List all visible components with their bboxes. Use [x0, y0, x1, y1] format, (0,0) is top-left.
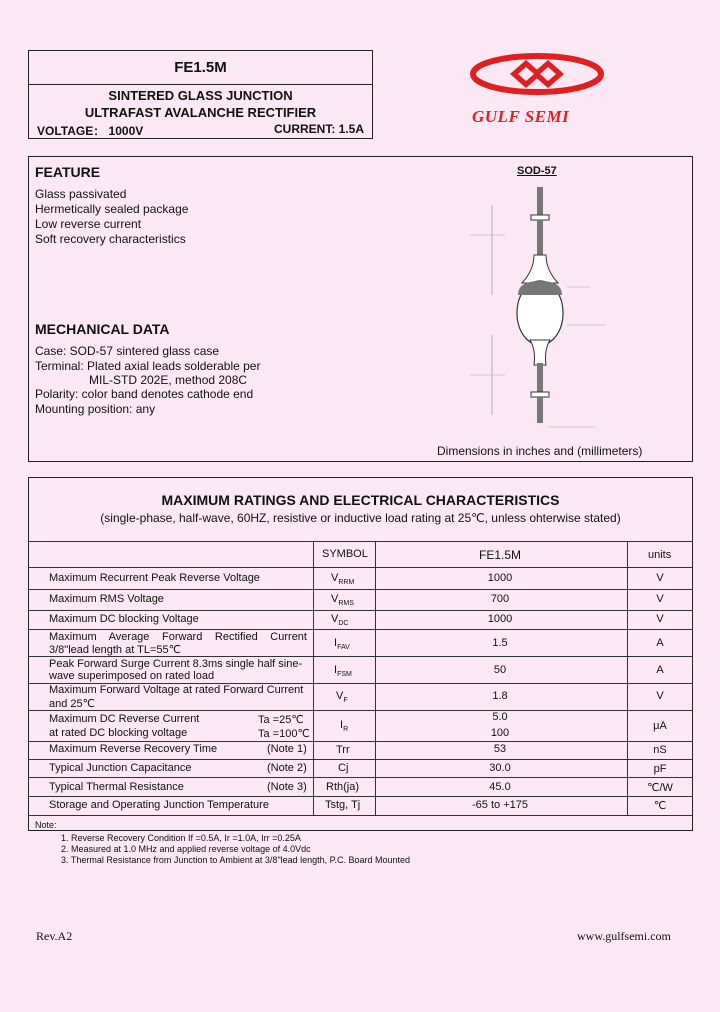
- param-value: 30.0: [489, 762, 511, 774]
- mechanical-line: Polarity: color band denotes cathode end: [35, 387, 254, 401]
- package-label: SOD-57: [517, 165, 557, 177]
- header-box: [28, 50, 373, 139]
- table-rule: [28, 777, 693, 778]
- param-condition: (Note 1): [267, 743, 307, 755]
- param-symbol: Trr: [336, 744, 350, 756]
- param-unit: ℃/W: [647, 782, 673, 794]
- param-label-cont: and 25℃: [49, 698, 95, 710]
- mechanical-line: Mounting position: any: [35, 402, 156, 416]
- table-rule: [28, 796, 693, 797]
- feature-item: Glass passivated: [35, 187, 127, 201]
- param-label-cont: at rated DC blocking voltage: [49, 727, 188, 739]
- feature-item: Soft recovery characteristics: [35, 232, 186, 246]
- param-label: Typical Junction Capacitance: [49, 762, 192, 774]
- param-value: 5.0: [492, 711, 508, 723]
- param-unit: V: [656, 613, 664, 625]
- table-rule: [375, 541, 376, 815]
- table-rule: [28, 759, 693, 760]
- param-symbol: $I_{FSM}$: [334, 664, 352, 679]
- mechanical-line: Case: SOD-57 sintered glass case: [35, 344, 220, 358]
- table-rule: [28, 541, 693, 542]
- param-symbol: $I_{FAV}$: [334, 637, 350, 652]
- param-symbol: $V_{RMS}$: [331, 593, 354, 608]
- table-rule: [28, 656, 693, 657]
- param-symbol: $I_R$: [340, 719, 349, 734]
- mechanical-line: Terminal: Plated axial leads solderable per: [35, 359, 261, 373]
- note-item: 2. Measured at 1.0 MHz and applied reverse voltage of 4.0Vdc: [61, 844, 311, 854]
- param-symbol: Rth(ja): [326, 781, 360, 793]
- param-label: Maximum Recurrent Peak Reverse Voltage: [49, 572, 260, 584]
- param-value: 1.8: [492, 690, 508, 702]
- param-value: 1.5: [492, 637, 508, 649]
- param-unit: ℃: [653, 800, 667, 812]
- header-units: units: [648, 549, 672, 561]
- param-condition: (Note 3): [267, 781, 307, 793]
- table-rule: [28, 629, 693, 630]
- header-line-2: ULTRAFAST AVALANCHE RECTIFIER: [84, 105, 317, 120]
- param-symbol: $V_F$: [336, 690, 348, 705]
- param-symbol: Cj: [338, 762, 349, 774]
- param-unit: V: [656, 593, 664, 605]
- mechanical-line: MIL-STD 202E, method 208C: [89, 373, 248, 387]
- param-condition: Ta =25℃: [258, 714, 304, 726]
- param-unit: V: [656, 690, 664, 702]
- table-rule: [28, 567, 693, 568]
- revision: Rev.A2: [36, 929, 73, 943]
- param-unit: A: [656, 664, 664, 676]
- param-label-cont: wave superimposed on rated load: [49, 670, 215, 682]
- param-label: Maximum DC blocking Voltage: [49, 613, 199, 625]
- table-rule: [28, 815, 693, 816]
- sod57-package-drawing: [430, 165, 670, 440]
- param-label: Typical Thermal Resistance: [49, 781, 184, 793]
- voltage-rating: VOLTAGE： 1000V: [37, 124, 144, 138]
- table-rule: [313, 541, 314, 815]
- param-unit: pF: [653, 763, 667, 775]
- ratings-subtitle: (single-phase, half-wave, 60HZ, resistive or inductive load rating at 25℃, unless ohterwise stated): [100, 511, 621, 525]
- param-symbol: $V_{DC}$: [331, 613, 349, 628]
- table-rule: [627, 541, 628, 815]
- param-label: Peak Forward Surge Current 8.3ms single half sine-: [49, 658, 303, 670]
- param-unit: μA: [653, 720, 667, 732]
- brand-name: GULF SEMI: [472, 107, 570, 126]
- mechanical-title: MECHANICAL DATA: [35, 321, 170, 337]
- param-value: 700: [490, 593, 510, 605]
- current-rating: CURRENT: 1.5A: [273, 122, 364, 136]
- param-symbol: Tstg, Tj: [325, 799, 361, 811]
- logo-mark-icon: [462, 52, 612, 108]
- param-condition: Ta =100℃: [258, 728, 310, 740]
- table-rule: [28, 710, 693, 711]
- param-condition: (Note 2): [267, 762, 307, 774]
- param-label: Maximum DC Reverse Current: [49, 713, 200, 725]
- table-rule: [28, 741, 693, 742]
- param-unit: V: [656, 572, 664, 584]
- table-rule: [28, 610, 693, 611]
- param-label: Maximum Average Forward Rectified Current: [49, 631, 307, 643]
- note-item: 1. Reverse Recovery Condition If =0.5A, Ir =1.0A, Irr =0.25A: [61, 833, 301, 843]
- table-rule: [28, 589, 693, 590]
- param-value: 45.0: [489, 781, 511, 793]
- param-value: 53: [493, 743, 507, 755]
- param-value: 100: [490, 727, 510, 739]
- param-label-cont: 3/8"lead length at TL=55℃: [49, 644, 181, 656]
- param-symbol: $V_{RRM}$: [331, 572, 355, 587]
- param-label: Maximum RMS Voltage: [49, 593, 164, 605]
- param-value: 1000: [487, 572, 513, 584]
- param-unit: nS: [653, 744, 667, 756]
- param-value: -65 to +175: [472, 799, 528, 811]
- diagram-caption: Dimensions in inches and (millimeters): [437, 444, 643, 458]
- header-symbol: SYMBOL: [322, 548, 368, 560]
- feature-item: Low reverse current: [35, 217, 142, 231]
- param-value: 50: [493, 664, 507, 676]
- feature-item: Hermetically sealed package: [35, 202, 189, 216]
- gulf-semi-logo: [462, 52, 612, 132]
- param-label: Maximum Forward Voltage at rated Forward Current: [49, 684, 304, 696]
- param-label: Maximum Reverse Recovery Time: [49, 743, 218, 755]
- feature-title: FEATURE: [35, 164, 101, 180]
- header-value: FE1.5M: [478, 548, 521, 562]
- part-number: FE1.5M: [29, 51, 372, 85]
- website-link[interactable]: www.gulfsemi.com: [577, 929, 671, 943]
- param-value: 1000: [487, 613, 513, 625]
- ratings-title: MAXIMUM RATINGS AND ELECTRICAL CHARACTERISTICS: [161, 492, 560, 508]
- notes-title: Note:: [35, 820, 57, 830]
- note-item: 3. Thermal Resistance from Junction to Ambient at 3/8"lead length, P.C. Board Mounted: [61, 855, 411, 865]
- param-label: Storage and Operating Junction Temperature: [49, 799, 269, 811]
- param-unit: A: [656, 637, 664, 649]
- header-line-1: SINTERED GLASS JUNCTION: [108, 88, 293, 103]
